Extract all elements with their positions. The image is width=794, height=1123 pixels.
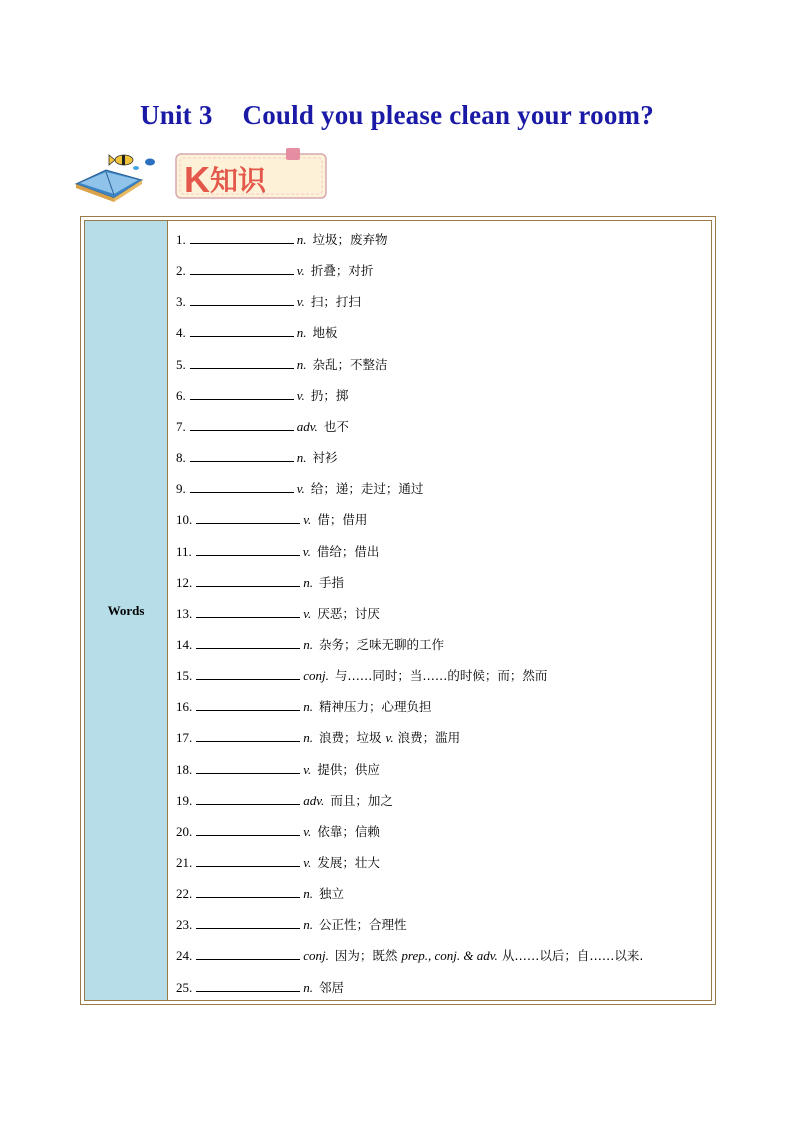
item-number: 21. xyxy=(176,855,193,870)
chinese-meaning: 折叠；对折 xyxy=(310,263,374,279)
item-number: 4. xyxy=(176,325,186,341)
part-of-speech: v. xyxy=(296,387,305,403)
word-row xyxy=(176,604,380,624)
answer-blank[interactable] xyxy=(196,604,300,618)
answer-blank[interactable] xyxy=(196,542,300,556)
answer-blank[interactable] xyxy=(196,573,300,587)
chinese-meaning: 依靠；信赖 xyxy=(317,823,380,839)
answer-blank[interactable] xyxy=(190,230,294,244)
page-title xyxy=(0,100,794,131)
chinese-meaning: 与……同时；当……的时候；而；然而 xyxy=(334,668,548,684)
chinese-meaning: 也不 xyxy=(323,418,349,434)
answer-blank[interactable] xyxy=(196,760,300,774)
word-row xyxy=(176,417,349,437)
item-number: 2. xyxy=(176,263,186,279)
word-row xyxy=(176,635,444,655)
answer-blank[interactable] xyxy=(196,946,300,960)
chinese-meaning: 公正性；合理性 xyxy=(319,917,407,933)
answer-blank[interactable] xyxy=(196,666,300,680)
item-number: 18. xyxy=(176,761,193,777)
word-row xyxy=(176,261,373,281)
word-row xyxy=(176,946,643,966)
word-row xyxy=(176,853,380,873)
answer-blank[interactable] xyxy=(190,261,294,275)
part-of-speech: n. xyxy=(296,356,307,372)
word-row xyxy=(176,915,407,935)
k-letter: K xyxy=(184,159,210,200)
item-number: 14. xyxy=(176,636,193,652)
part-of-speech: n. xyxy=(303,574,313,590)
chinese-meaning: 杂务；乏味无聊的工作 xyxy=(319,636,445,652)
chinese-meaning: 垃圾；废弃物 xyxy=(312,232,388,247)
word-row xyxy=(176,978,344,998)
word-row xyxy=(176,230,388,250)
word-row xyxy=(176,292,361,312)
chinese-meaning: 给；递；走过；通过 xyxy=(310,481,424,497)
item-number: 19. xyxy=(176,792,193,808)
item-number: 22. xyxy=(176,886,193,902)
item-number: 20. xyxy=(176,823,193,839)
item-number: 17. xyxy=(176,730,193,746)
word-row xyxy=(176,510,367,530)
part-of-speech: n. xyxy=(303,636,313,652)
answer-blank[interactable] xyxy=(196,791,300,805)
item-number: 15. xyxy=(176,668,193,684)
chinese-meaning: 杂乱；不整洁 xyxy=(312,356,388,372)
chinese-meaning: 手指 xyxy=(319,574,345,590)
part-of-speech: v. xyxy=(303,823,312,839)
part-of-speech: adv. xyxy=(296,418,318,434)
word-row xyxy=(176,355,388,375)
word-row xyxy=(176,760,380,780)
answer-blank[interactable] xyxy=(190,292,294,306)
part-of-speech: adv. xyxy=(303,792,325,808)
item-number: 1. xyxy=(176,232,186,247)
part-of-speech: v. xyxy=(296,263,305,279)
k-card xyxy=(176,148,326,200)
unit-label: Unit 3 xyxy=(140,100,213,130)
chinese-meaning: 借给；借出 xyxy=(316,543,380,559)
item-number: 7. xyxy=(176,418,186,434)
part-of-speech: v. xyxy=(296,481,305,497)
word-row xyxy=(176,791,393,811)
item-number: 16. xyxy=(176,699,193,715)
chinese-meaning: 邻居 xyxy=(319,979,345,995)
part-of-speech-secondary: v. xyxy=(385,730,394,746)
answer-blank[interactable] xyxy=(196,915,300,929)
part-of-speech: n. xyxy=(296,325,307,341)
part-of-speech: v. xyxy=(303,512,312,528)
unit-title: Could you please clean your room? xyxy=(242,100,654,130)
answer-blank[interactable] xyxy=(196,822,300,836)
answer-blank[interactable] xyxy=(196,510,300,524)
answer-blank[interactable] xyxy=(196,884,300,898)
part-of-speech: v. xyxy=(303,605,312,621)
word-row xyxy=(176,448,338,468)
chinese-meaning: 精神压力；心理负担 xyxy=(319,699,432,715)
part-of-speech: conj. xyxy=(303,668,329,684)
chinese-meaning: 而且；加之 xyxy=(330,792,393,808)
part-of-speech: n. xyxy=(303,730,313,746)
chinese-meaning-secondary: 从……以后；自……以来. xyxy=(501,948,644,964)
answer-blank[interactable] xyxy=(190,386,294,400)
item-number: 8. xyxy=(176,450,186,466)
chinese-meaning: 扔；掷 xyxy=(310,387,349,403)
item-number: 3. xyxy=(176,294,186,310)
word-row xyxy=(176,323,338,343)
answer-blank[interactable] xyxy=(196,635,300,649)
item-number: 6. xyxy=(176,387,186,403)
answer-blank[interactable] xyxy=(190,479,294,493)
chinese-meaning: 扫；打扫 xyxy=(310,294,361,310)
chinese-meaning: 衬衫 xyxy=(312,450,338,466)
chinese-meaning: 提供；供应 xyxy=(317,761,380,777)
word-row xyxy=(176,542,379,562)
word-row xyxy=(176,386,348,406)
answer-blank[interactable] xyxy=(196,978,300,992)
answer-blank[interactable] xyxy=(190,417,294,431)
item-number: 9. xyxy=(176,481,186,497)
word-row xyxy=(176,728,460,748)
part-of-speech: v. xyxy=(296,294,305,310)
word-row xyxy=(176,666,547,686)
item-number: 23. xyxy=(176,917,193,933)
answer-blank[interactable] xyxy=(190,355,294,369)
chinese-meaning: 借；借用 xyxy=(317,512,368,528)
item-number: 11. xyxy=(176,543,192,559)
section-label: Words xyxy=(107,602,145,618)
knowledge-banner xyxy=(72,148,332,204)
answer-blank[interactable] xyxy=(190,323,294,337)
item-number: 10. xyxy=(176,512,193,528)
part-of-speech-secondary: prep., conj. & adv. xyxy=(401,948,498,964)
fish-icon xyxy=(109,155,155,170)
chinese-meaning: 发展；壮大 xyxy=(317,855,380,870)
item-number: 13. xyxy=(176,605,193,621)
word-row xyxy=(176,822,380,842)
chinese-meaning-secondary: 浪费；滥用 xyxy=(397,730,461,746)
part-of-speech: n. xyxy=(296,450,307,466)
item-number: 25. xyxy=(176,979,193,995)
word-row xyxy=(176,573,344,593)
part-of-speech: n. xyxy=(303,917,313,933)
chinese-meaning: 因为；既然 xyxy=(334,948,398,964)
open-book-icon xyxy=(76,170,142,202)
item-number: 24. xyxy=(176,948,193,964)
word-row xyxy=(176,697,432,717)
part-of-speech: v. xyxy=(303,855,312,870)
chinese-meaning: 浪费；垃圾 xyxy=(319,730,382,746)
chinese-meaning: 独立 xyxy=(319,886,345,902)
answer-blank[interactable] xyxy=(196,697,300,711)
answer-blank[interactable] xyxy=(190,448,294,462)
part-of-speech: n. xyxy=(303,886,313,902)
part-of-speech: conj. xyxy=(303,948,329,964)
word-row xyxy=(176,884,344,904)
words-table xyxy=(80,216,716,1005)
item-number: 5. xyxy=(176,356,186,372)
part-of-speech: v. xyxy=(303,761,312,777)
part-of-speech: n. xyxy=(303,979,313,995)
answer-blank[interactable] xyxy=(196,728,300,742)
section-label-cell xyxy=(85,221,168,1000)
part-of-speech: v. xyxy=(302,543,311,559)
part-of-speech: n. xyxy=(296,232,307,247)
chinese-meaning: 厌恶；讨厌 xyxy=(317,605,380,621)
item-number: 12. xyxy=(176,574,193,590)
knowledge-label: 知识 xyxy=(210,164,267,197)
word-row xyxy=(176,479,423,499)
answer-blank[interactable] xyxy=(196,853,300,867)
chinese-meaning: 地板 xyxy=(312,325,338,341)
part-of-speech: n. xyxy=(303,699,313,715)
